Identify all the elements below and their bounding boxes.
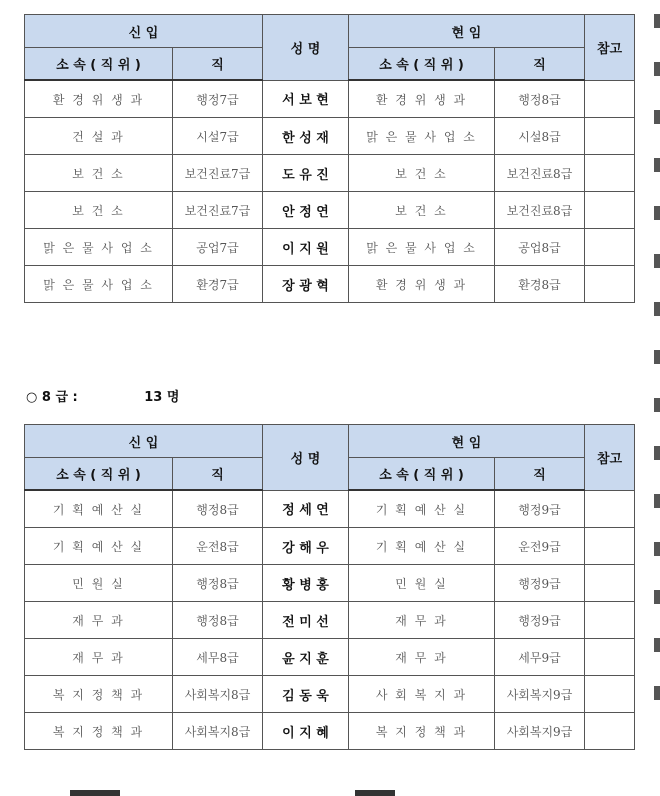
current-grade-cell: 행정8급 (495, 80, 585, 118)
new-grade-cell: 운전8급 (173, 528, 263, 565)
table-row (25, 713, 635, 750)
current-grade-cell: 보건진료8급 (495, 192, 585, 229)
new-org-cell: 환 경 위 생 과 (25, 80, 173, 118)
name-cell: 전 미 선 (263, 602, 349, 639)
new-org-cell: 맑 은 물 사 업 소 (25, 266, 173, 303)
current-org-cell: 민 원 실 (349, 565, 495, 602)
page-edge-fragment (654, 14, 660, 774)
note-cell (585, 602, 635, 639)
cut-off-line-fragment (70, 790, 120, 796)
new-org-cell: 재 무 과 (25, 639, 173, 676)
new-org-cell: 보 건 소 (25, 192, 173, 229)
promotion-table-grade7 (24, 14, 635, 303)
current-org-cell: 맑 은 물 사 업 소 (349, 118, 495, 155)
note-cell (585, 713, 635, 750)
table-row (25, 602, 635, 639)
new-org-cell: 보 건 소 (25, 155, 173, 192)
table-row (25, 192, 635, 229)
name-cell: 정 세 연 (263, 490, 349, 528)
current-org-cell: 기 획 예 산 실 (349, 490, 495, 528)
new-org-cell: 기 획 예 산 실 (25, 490, 173, 528)
name-cell: 김 동 욱 (263, 676, 349, 713)
table-row (25, 676, 635, 713)
table-row (25, 229, 635, 266)
current-org-cell: 보 건 소 (349, 155, 495, 192)
current-grade-cell: 행정9급 (495, 490, 585, 528)
header-current: 현 임 (349, 15, 585, 48)
current-org-cell: 복 지 정 책 과 (349, 713, 495, 750)
name-cell: 장 광 혁 (263, 266, 349, 303)
new-grade-cell: 보건진료7급 (173, 155, 263, 192)
current-grade-cell: 보건진료8급 (495, 155, 585, 192)
new-grade-cell: 보건진료7급 (173, 192, 263, 229)
current-org-cell: 기 획 예 산 실 (349, 528, 495, 565)
note-cell (585, 490, 635, 528)
note-cell (585, 80, 635, 118)
current-grade-cell: 사회복지9급 (495, 713, 585, 750)
header-new: 신 입 (25, 425, 263, 458)
new-grade-cell: 행정7급 (173, 80, 263, 118)
current-grade-cell: 공업8급 (495, 229, 585, 266)
new-org-cell: 기 획 예 산 실 (25, 528, 173, 565)
current-grade-cell: 행정9급 (495, 602, 585, 639)
new-org-cell: 복 지 정 책 과 (25, 676, 173, 713)
header-new: 신 입 (25, 15, 263, 48)
name-cell: 이 지 혜 (263, 713, 349, 750)
current-grade-cell: 운전9급 (495, 528, 585, 565)
new-org-cell: 건 설 과 (25, 118, 173, 155)
note-cell (585, 528, 635, 565)
name-cell: 황 병 홍 (263, 565, 349, 602)
note-cell (585, 266, 635, 303)
current-grade-cell: 행정9급 (495, 565, 585, 602)
current-org-cell: 사 회 복 지 과 (349, 676, 495, 713)
section-heading (26, 386, 179, 405)
name-cell: 안 정 연 (263, 192, 349, 229)
name-cell: 서 보 현 (263, 80, 349, 118)
table-row (25, 528, 635, 565)
header-name: 성 명 (263, 425, 349, 491)
header-note: 참고 (585, 425, 635, 491)
note-cell (585, 676, 635, 713)
table-row (25, 118, 635, 155)
header-note: 참고 (585, 15, 635, 81)
new-org-cell: 재 무 과 (25, 602, 173, 639)
current-grade-cell: 환경8급 (495, 266, 585, 303)
section-count: 13 명 (144, 390, 180, 405)
name-cell: 도 유 진 (263, 155, 349, 192)
header-current-org: 소 속 ( 직 위 ) (349, 48, 495, 81)
current-org-cell: 환 경 위 생 과 (349, 80, 495, 118)
new-grade-cell: 세무8급 (173, 639, 263, 676)
cut-off-line-fragment (355, 790, 395, 796)
note-cell (585, 229, 635, 266)
header-current-org: 소 속 ( 직 위 ) (349, 458, 495, 491)
current-org-cell: 맑 은 물 사 업 소 (349, 229, 495, 266)
current-grade-cell: 세무9급 (495, 639, 585, 676)
name-cell: 이 지 원 (263, 229, 349, 266)
current-org-cell: 보 건 소 (349, 192, 495, 229)
header-current-grade: 직 (495, 458, 585, 491)
new-org-cell: 민 원 실 (25, 565, 173, 602)
current-org-cell: 재 무 과 (349, 602, 495, 639)
new-grade-cell: 행정8급 (173, 490, 263, 528)
table-row (25, 266, 635, 303)
new-grade-cell: 행정8급 (173, 602, 263, 639)
note-cell (585, 192, 635, 229)
note-cell (585, 155, 635, 192)
header-name: 성 명 (263, 15, 349, 81)
header-new-org: 소 속 ( 직 위 ) (25, 48, 173, 81)
header-new-grade: 직 (173, 458, 263, 491)
new-grade-cell: 공업7급 (173, 229, 263, 266)
note-cell (585, 639, 635, 676)
table-row (25, 80, 635, 118)
new-grade-cell: 시설7급 (173, 118, 263, 155)
current-org-cell: 재 무 과 (349, 639, 495, 676)
name-cell: 강 해 우 (263, 528, 349, 565)
table-row (25, 155, 635, 192)
current-grade-cell: 사회복지9급 (495, 676, 585, 713)
header-new-org: 소 속 ( 직 위 ) (25, 458, 173, 491)
new-grade-cell: 사회복지8급 (173, 713, 263, 750)
new-org-cell: 복 지 정 책 과 (25, 713, 173, 750)
table-row (25, 490, 635, 528)
note-cell (585, 565, 635, 602)
table-row (25, 565, 635, 602)
note-cell (585, 118, 635, 155)
header-new-grade: 직 (173, 48, 263, 81)
current-grade-cell: 시설8급 (495, 118, 585, 155)
name-cell: 윤 지 훈 (263, 639, 349, 676)
new-org-cell: 맑 은 물 사 업 소 (25, 229, 173, 266)
table-row (25, 639, 635, 676)
new-grade-cell: 환경7급 (173, 266, 263, 303)
section-label: ○ 8 급 : (26, 390, 78, 405)
promotion-table-grade8 (24, 424, 635, 750)
header-current: 현 임 (349, 425, 585, 458)
name-cell: 한 성 재 (263, 118, 349, 155)
current-org-cell: 환 경 위 생 과 (349, 266, 495, 303)
new-grade-cell: 행정8급 (173, 565, 263, 602)
header-current-grade: 직 (495, 48, 585, 81)
new-grade-cell: 사회복지8급 (173, 676, 263, 713)
